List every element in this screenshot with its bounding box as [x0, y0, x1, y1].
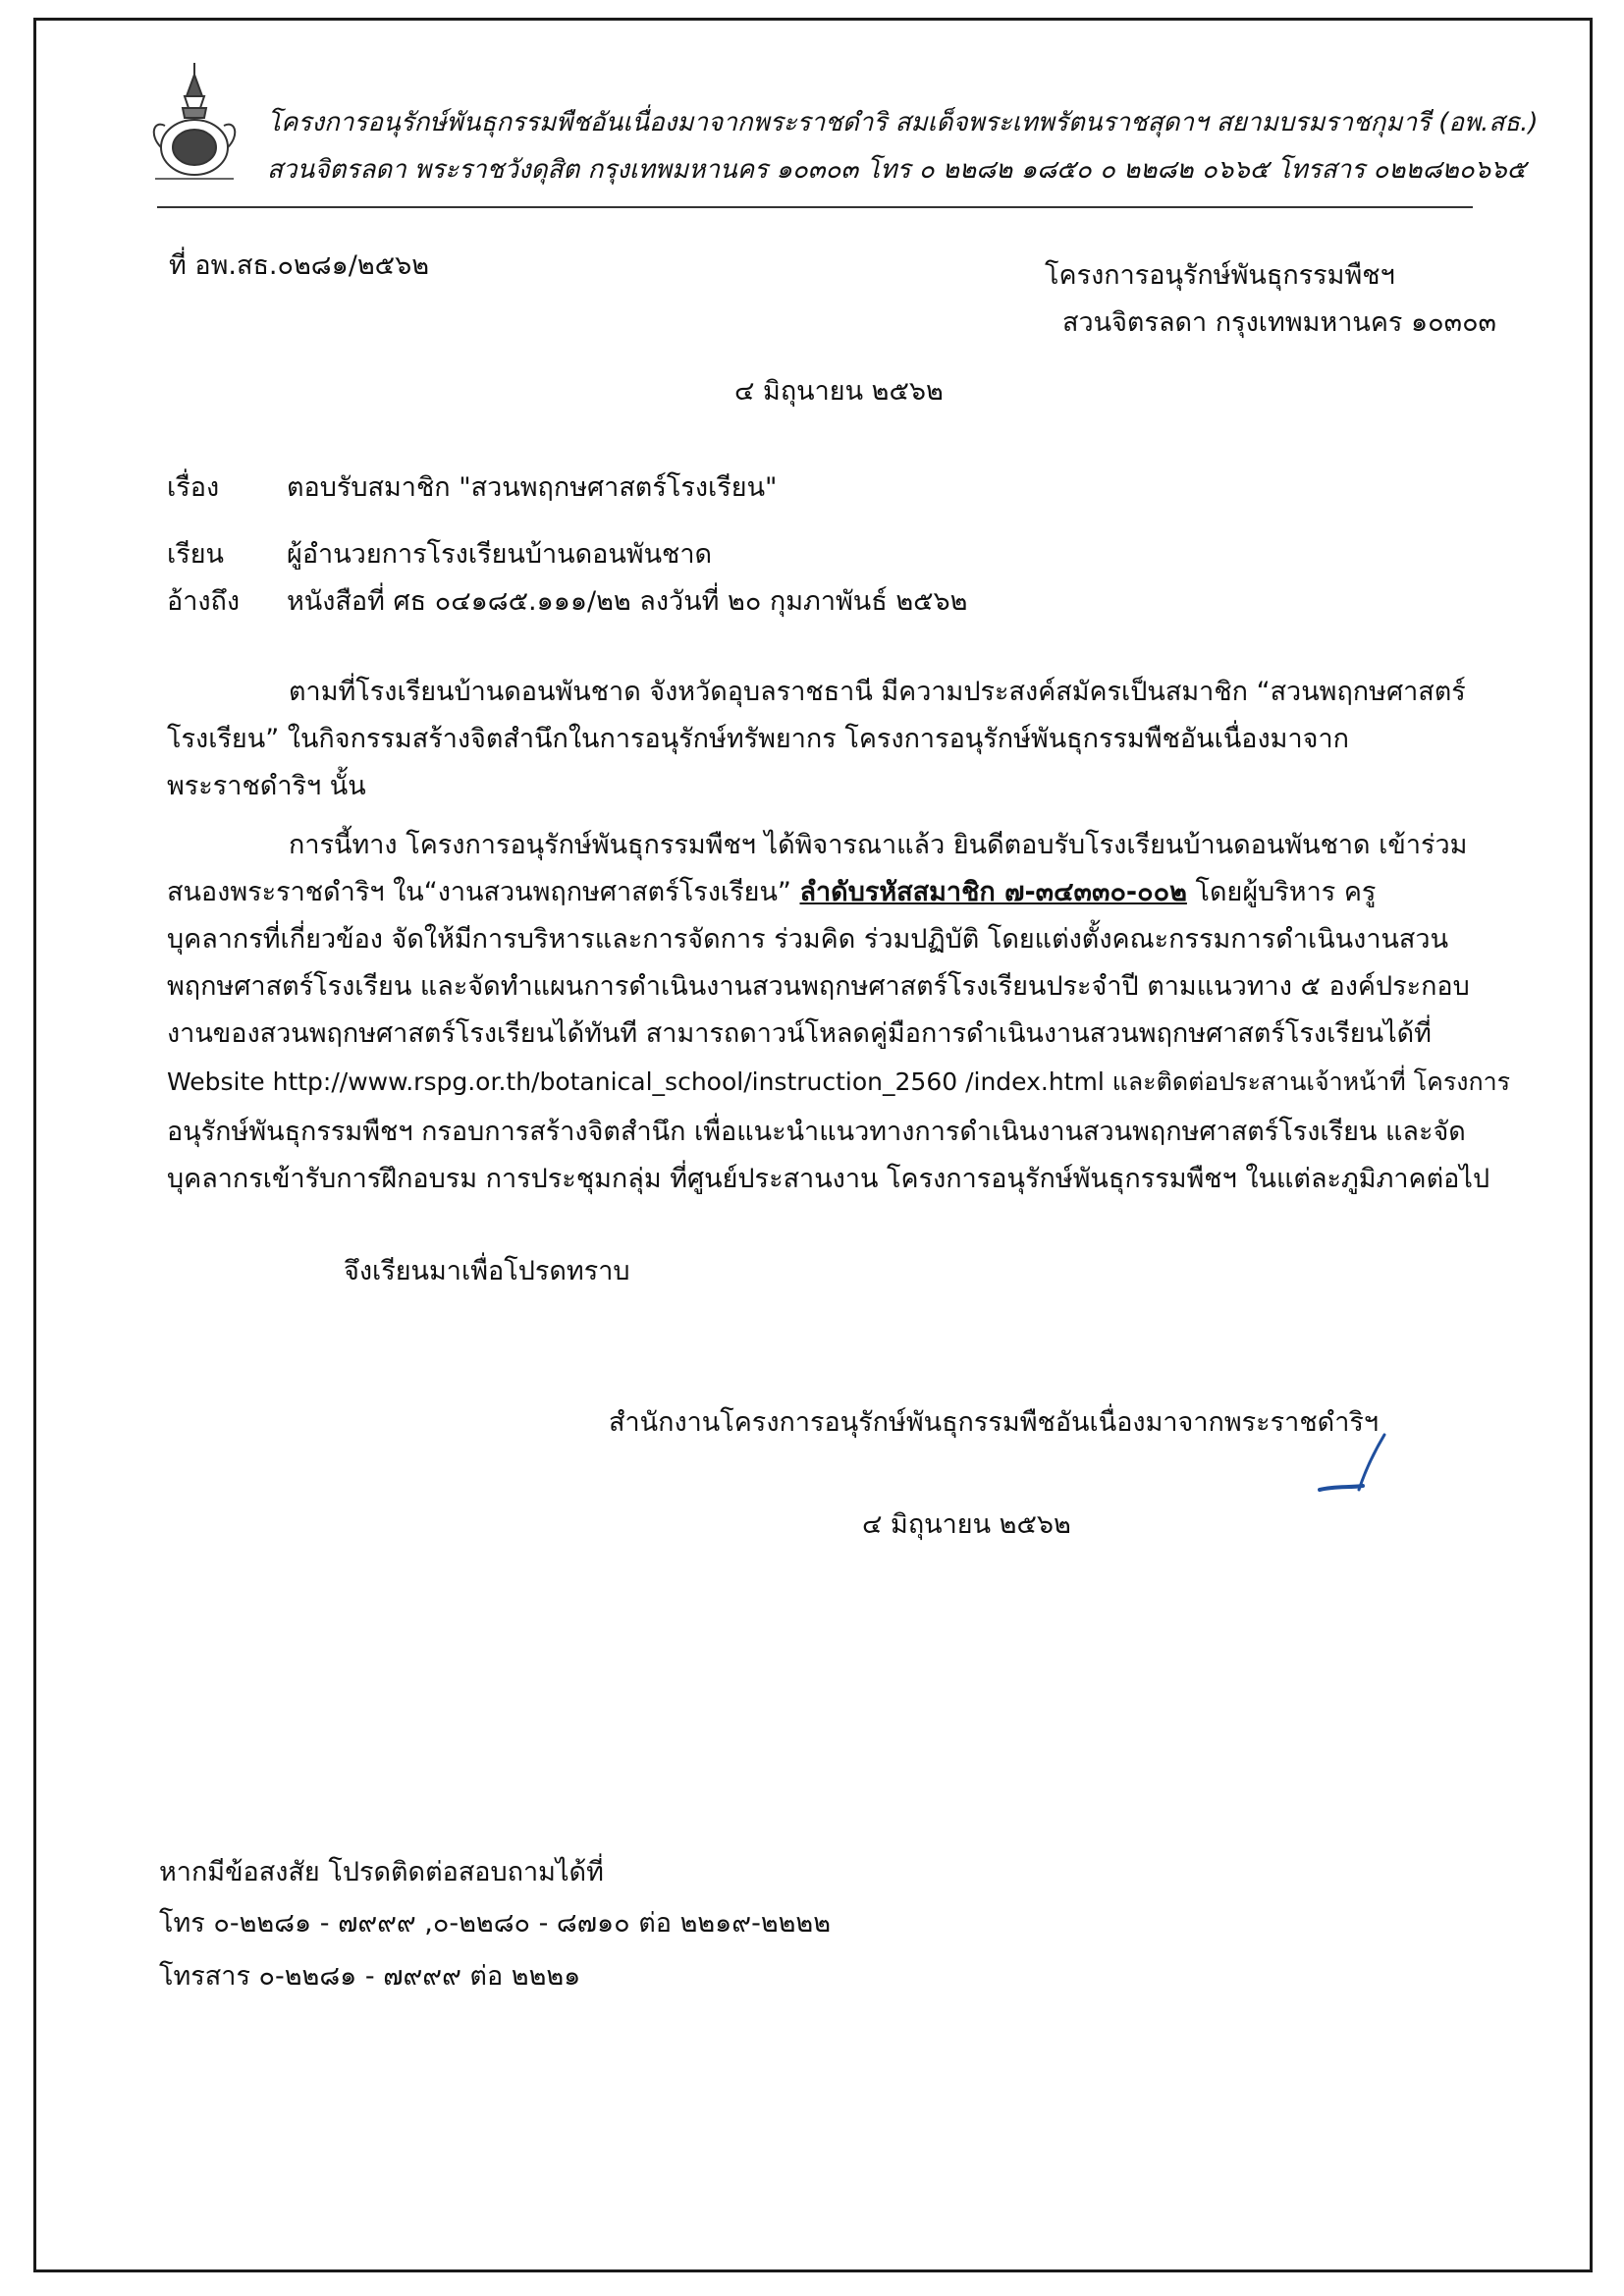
para2-line	[167, 870, 1376, 912]
contact-fax: โทรสาร ๐-๒๒๘๑ - ๗๙๙๙ ต่อ ๒๒๒๑	[159, 1961, 581, 1992]
letterhead-line-1: โครงการอนุรักษ์พันธุกรรมพืชอันเนื่องมาจากพระราชดำริ สมเด็จพระเทพรัตนราชสุดาฯ สยามบรมราชกุมารี (อพ.สธ.)	[267, 108, 1539, 137]
closing-phrase: จึงเรียนมาเพื่อโปรดทราบ	[344, 1256, 630, 1286]
para1-line: โรงเรียน” ในกิจกรรมสร้างจิตสำนึกในการอนุรักษ์ทรัพยากร โครงการอนุรักษ์พันธุกรรมพืชอันเนื่องมาจาก	[167, 724, 1349, 754]
signoff-date: ๔ มิถุนายน ๒๕๖๒	[862, 1509, 1071, 1540]
para2-line: งานของสวนพฤกษศาสตร์โรงเรียนได้ทันที สามารถดาวน์โหลดคู่มือการดำเนินงานสวนพฤกษศาสตร์โรงเรียนได้ที่	[167, 1018, 1432, 1049]
letterhead-divider	[157, 206, 1473, 208]
letter-date: ๔ มิถุนายน ๒๕๖๒	[734, 376, 944, 407]
para2-line: พฤกษศาสตร์โรงเรียน และจัดทำแผนการดำเนินงานสวนพฤกษศาสตร์โรงเรียนประจำปี ตามแนวทาง ๕ องค์ประกอบ	[167, 971, 1470, 1002]
sender-address: สวนจิตรลดา กรุงเทพมหานคร ๑๐๓๐๓	[1062, 307, 1497, 338]
para2-line: การนี้ทาง โครงการอนุรักษ์พันธุกรรมพืชฯ ได้พิจารณาแล้ว ยินดีตอบรับโรงเรียนบ้านดอนพันชาด เข้าร่วม	[289, 830, 1468, 860]
para2-text: โดยผู้บริหาร ครู	[1186, 877, 1377, 907]
reference-number: ที่ อพ.สธ.๐๒๘๑/๒๕๖๒	[169, 250, 430, 281]
subject-label: เรื่อง	[167, 472, 220, 503]
recipient-label: เรียน	[167, 539, 225, 570]
para2-text: สนองพระราชดำริฯ ใน“งานสวนพฤกษศาสตร์โรงเรียน”	[167, 877, 800, 907]
para2-line: บุคลากรที่เกี่ยวข้อง จัดให้มีการบริหารและการจัดการ ร่วมคิด ร่วมปฏิบัติ โดยแต่งตั้งคณะกรรมการดำเนินงานสวน	[167, 924, 1449, 955]
contact-intro: หากมีข้อสงสัย โปรดติดต่อสอบถามได้ที่	[159, 1857, 604, 1887]
reference-value: หนังสือที่ ศธ ๐๔๑๘๕.๑๑๑/๒๒ ลงวันที่ ๒๐ กุมภาพันธ์ ๒๕๖๒	[287, 586, 968, 617]
rspg-emblem-logo	[126, 57, 263, 194]
handwritten-signature	[1316, 1429, 1394, 1498]
para2-line: บุคลากรเข้ารับการฝึกอบรม การประชุมกลุ่ม ที่ศูนย์ประสานงาน โครงการอนุรักษ์พันธุกรรมพืชฯ ในแต่ละภูมิภาคต่อไป	[167, 1164, 1490, 1194]
reference-label: อ้างถึง	[167, 586, 241, 617]
sender-name: โครงการอนุรักษ์พันธุกรรมพืชฯ	[1045, 260, 1395, 291]
subject-value: ตอบรับสมาชิก "สวนพฤกษศาสตร์โรงเรียน"	[287, 472, 778, 503]
letterhead-line-2: สวนจิตรลดา พระราชวังดุสิต กรุงเทพมหานคร ๑๐๓๐๓ โทร ๐ ๒๒๘๒ ๑๘๕๐ ๐ ๒๒๘๒ ๐๖๖๕ โทรสาร ๐๒๒๘๒๐๖๖๕	[267, 155, 1527, 185]
para1-line: ตามที่โรงเรียนบ้านดอนพันชาด จังหวัดอุบลราชธานี มีความประสงค์สมัครเป็นสมาชิก “สวนพฤกษศาสตร์	[289, 677, 1466, 707]
para2-line: อนุรักษ์พันธุกรรมพืชฯ กรอบการสร้างจิตสำนึก เพื่อแนะนำแนวทางการดำเนินงานสวนพฤกษศาสตร์โรงเรียน และจัด	[167, 1117, 1466, 1147]
para2-line-website: Website http://www.rspg.or.th/botanical_school/instruction_2560 /index.html และติดต่อประสานเจ้าหน้าที่ โครงการ	[167, 1067, 1511, 1096]
member-code: ลำดับรหัสสมาชิก ๗-๓๔๓๓๐-๐๐๒	[799, 877, 1187, 907]
recipient-value: ผู้อำนวยการโรงเรียนบ้านดอนพันชาด	[287, 539, 713, 570]
para1-line: พระราชดำริฯ นั้น	[167, 771, 366, 801]
contact-phone: โทร ๐-๒๒๘๑ - ๗๙๙๙ ,๐-๒๒๘๐ - ๘๗๑๐ ต่อ ๒๒๑๙-๒๒๒๒	[159, 1908, 832, 1939]
signoff-office: สำนักงานโครงการอนุรักษ์พันธุกรรมพืชอันเนื่องมาจากพระราชดำริฯ	[609, 1407, 1380, 1438]
